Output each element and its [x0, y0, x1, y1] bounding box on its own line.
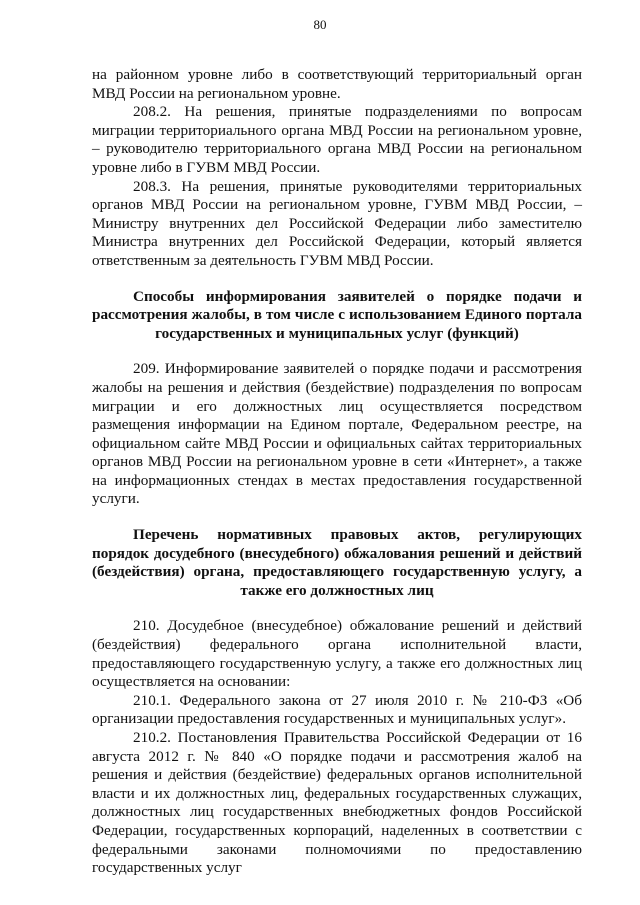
paragraph-210-1: 210.1. Федерального закона от 27 июля 2010 г. № 210-ФЗ «Об организации предоставления государственных и муниципальных услуг».	[92, 691, 582, 728]
page-number: 80	[313, 17, 327, 32]
paragraph-continuation: на районном уровне либо в соответствующий территориальный орган МВД России на региональном уровне.	[92, 66, 582, 102]
paragraph-208-3: 208.3. На решения, принятые руководителями территориальных органов МВД России на региональном уровне, ГУВМ МВД России, – Министру внутренних дел Российской Федерации либо заместителю Министра внутренних дел Российской Федерации, который является ответственным за деятельность ГУВМ МВД России.	[92, 177, 582, 269]
section-heading-informing: Способы информирования заявителей о порядке подачи и рассмотрения жалобы, в том числе с использованием Единого портала государственных и муниципальных услуг (функций)	[92, 287, 582, 342]
paragraph-209: 209. Информирование заявителей о порядке подачи и рассмотрения жалобы на решения и действия (бездействие) подразделения по вопросам миграции и его должностных лиц осуществляется посредством размещения информации на Едином портале, Федеральном реестре, на официальном сайте МВД России и официальных сайтах территориальных органов МВД России на региональном уровне в сети «Интернет», а также на информационных стендах в местах предоставления государственной услуги.	[92, 360, 582, 508]
paragraph-210: 210. Досудебное (внесудебное) обжалование решений и действий (бездействия) федерального органа исполнительной власти, предоставляющего государственную услугу, а также его должностных лиц осуществляется на основании:	[92, 617, 582, 691]
document-body	[92, 66, 582, 878]
section-heading-legal-acts: Перечень нормативных правовых актов, регулирующих порядок досудебного (внесудебного) обжалования решений и действий (бездействия) органа, предоставляющего государственную услугу, а также его должностных лиц	[92, 526, 582, 599]
paragraph-208-2: 208.2. На решения, принятые подразделениями по вопросам миграции территориального органа МВД России на региональном уровне, – руководителю территориального органа МВД России на региональном уровне либо в ГУВМ МВД России.	[92, 103, 582, 176]
paragraph-210-2: 210.2. Постановления Правительства Российской Федерации от 16 августа 2012 г. № 840 «О порядке подачи и рассмотрения жалоб на решения и действия (бездействие) федеральных органов исполнительной власти и их должностных лиц, федеральных государственных служащих, должностных лиц государственных внебюджетных фондов Российской Федерации, государственных корпораций, наделенных в соответствии с федеральными законами полномочиями по предоставлению государственных услуг	[92, 729, 582, 877]
